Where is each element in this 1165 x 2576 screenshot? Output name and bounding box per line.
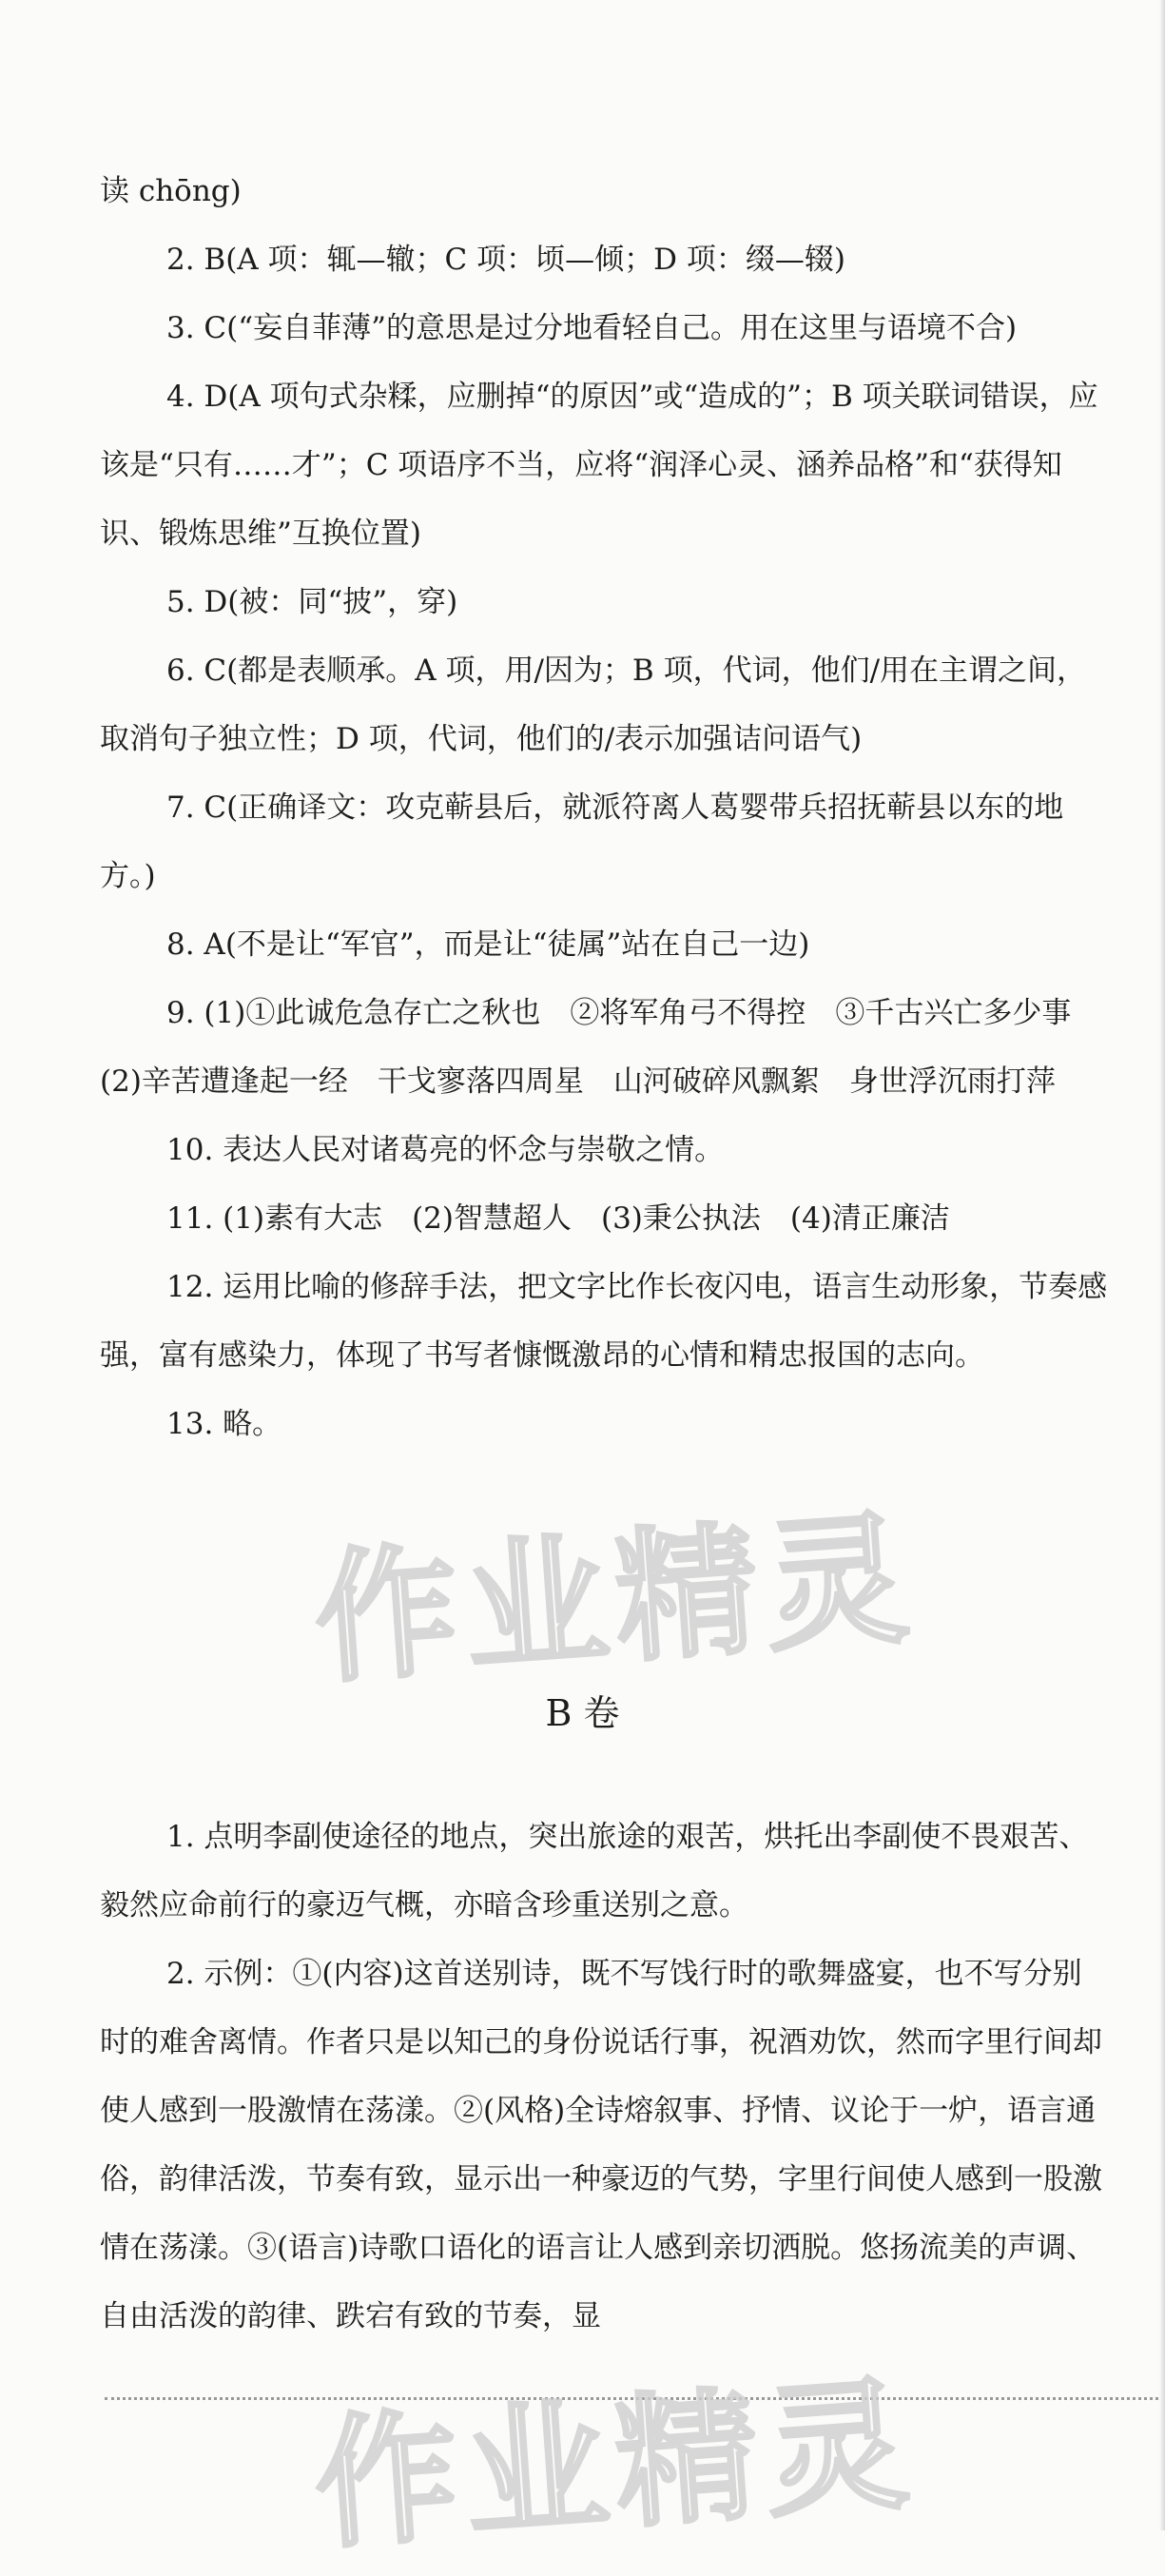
answer-3: 3. C(“妄自菲薄”的意思是过分地看轻自己。用在这里与语境不合) [166, 311, 1018, 345]
answer-9: 9. (1)①此诚危急存亡之秋也 ②将军角弓不得控 ③千古兴亡多少事 (2)辛苦遭逢起一经 干戈寥落四周星 山河破碎风飘絮 身世浮沉雨打萍 [100, 996, 1101, 1099]
answer-7: 7. C(正确译文：攻克蕲县后，就派符离人葛婴带兵招抚蕲县以东的地方。) [100, 790, 1064, 893]
answer-2: 2. B(A 项：辄—辙；C 项：顷—倾；D 项：缀—辍) [166, 243, 845, 277]
answer-b1: 1. 点明李副使途径的地点，突出旅途的艰苦，烘托出李副使不畏艰苦、毅然应命前行的豪迈气概，亦暗含珍重送别之意。 [100, 1820, 1089, 1922]
answer-5: 5. D(被：同“披”，穿) [166, 585, 458, 619]
section-b-title: B 卷 [545, 1692, 620, 1734]
answer-13: 13. 略。 [166, 1407, 282, 1441]
answer-4: 4. D(A 项句式杂糅，应删掉“的原因”或“造成的”；B 项关联词错误，应该是“只有……才”；C 项语序不当，应将“润泽心灵、涵养品格”和“获得知识、锻炼思维”互换位置) [100, 380, 1098, 551]
answer-8: 8. A(不是让“军官”，而是让“徒属”站在自己一边) [166, 927, 810, 962]
answer-10: 10. 表达人民对诸葛亮的怀念与崇敬之情。 [166, 1133, 725, 1167]
answers-section-b [100, 1803, 1108, 2351]
page-edge-shadow [1159, 0, 1165, 2530]
watermark: 作业精灵 [309, 1496, 922, 1704]
answers-section-a [100, 157, 1108, 1458]
answer-12: 12. 运用比喻的修辞手法，把文字比作长夜闪电，语言生动形象，节奏感强，富有感染力，体现了书写者慷慨激昂的心情和精忠报国的志向。 [100, 1270, 1108, 1373]
answer-line: 读 chōng) [100, 174, 242, 208]
answer-11: 11. (1)素有大志 (2)智慧超人 (3)秉公执法 (4)清正廉洁 [166, 1201, 950, 1236]
answer-b2: 2. 示例：①(内容)这首送别诗，既不写饯行时的歌舞盛宴，也不写分别时的难舍离情。作者只是以知己的身份说话行事，祝酒劝饮，然而字里行间却使人感到一股激情在荡漾。②(风格)全诗熔叙事、抒情、议论于一炉，语言通俗，韵律活泼，节奏有致，显示出一种豪迈的气势，字里行间使人感到一股激情在荡漾。③(语言)诗歌口语化的语言让人感到亲切洒脱。悠扬流美的声调、自由活泼的韵律、跌宕有致的节奏，显 [100, 1957, 1102, 2333]
watermark-bottom: 作业精灵 [309, 2362, 922, 2569]
answer-6: 6. C(都是表顺承。A 项，用/因为；B 项，代词，他们/用在主谓之间，取消句子独立性；D 项，代词，他们的/表示加强诘问语气) [100, 654, 1087, 756]
